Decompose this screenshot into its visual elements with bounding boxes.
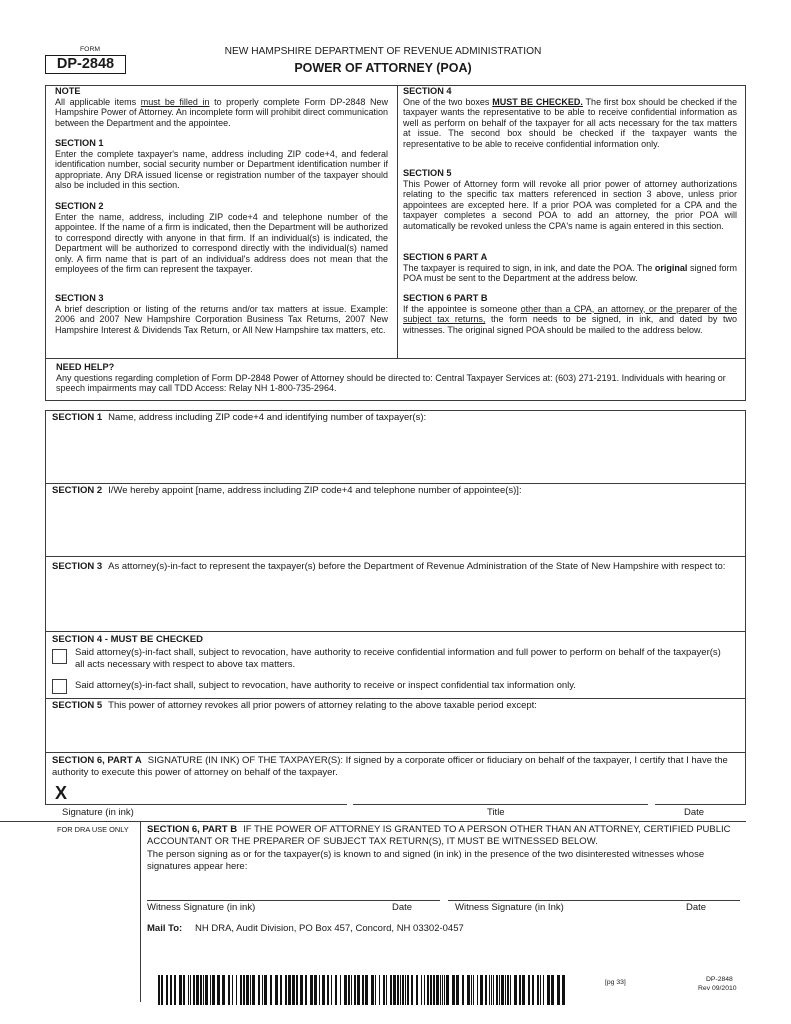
taxpayer-info-field[interactable] bbox=[47, 428, 744, 482]
dra-divider bbox=[0, 821, 746, 822]
instruction-text-part: One of the two boxes bbox=[403, 96, 493, 107]
form-section-3 bbox=[52, 561, 742, 573]
taxpayer-title-field[interactable] bbox=[353, 784, 648, 804]
instruction-section-5 bbox=[403, 168, 737, 231]
form-section-6a bbox=[52, 755, 742, 779]
instruction-section-1-text: Enter the complete taxpayer's name, address including ZIP code+4, and federal identification number, social security number or Department identification number if appropriate. Any DRA issued license or registration number of the taxpayer should also be included in this section. bbox=[55, 148, 388, 190]
instruction-section-3 bbox=[55, 293, 388, 335]
signature-label: Signature (in ink) bbox=[62, 807, 134, 818]
form-section-5-text: This power of attorney revokes all prior powers of attorney relating to the above taxable period except: bbox=[108, 700, 537, 711]
signature-line bbox=[45, 804, 347, 805]
signature-x-mark: X bbox=[55, 783, 68, 803]
instruction-section-5-text: This Power of Attorney form will revoke all prior power of attorney authorizations relating to the specific tax matters referenced in section 3 above, unless prior appointees are excepted here. If a prior POA was completed for a CPA and the taxpayer completes a second POA to add an attorney, the prior POA will automatically be revoked unless the CPA's name is again entered in this section. bbox=[403, 178, 737, 231]
form-section-1-text: Name, address including ZIP code+4 and identifying number of taxpayer(s): bbox=[108, 412, 427, 423]
instruction-emphasis: must be filled in bbox=[140, 96, 210, 107]
instruction-section-4-text bbox=[403, 97, 737, 150]
instruction-text-part: to properly complete Form DP-2848 New Hampshire Power of Attorney. An incomplete form will prohibit direct communication between the Department and the appointee. bbox=[55, 96, 388, 128]
tax-matters-field[interactable] bbox=[47, 587, 744, 630]
instruction-emphasis: original bbox=[654, 262, 688, 273]
instruction-section-4-heading: SECTION 4 bbox=[403, 86, 452, 96]
instruction-section-6a bbox=[403, 252, 737, 284]
row-divider bbox=[45, 631, 746, 632]
row-divider bbox=[45, 752, 746, 753]
excepted-appointees-field[interactable] bbox=[47, 716, 744, 751]
instructions-help-divider bbox=[45, 358, 746, 359]
form-section-6b-label: SECTION 6, PART B bbox=[147, 824, 238, 835]
taxpayer-signature-field[interactable] bbox=[70, 784, 347, 804]
witness-2-signature-field[interactable] bbox=[448, 880, 740, 900]
mail-to-label: Mail To: bbox=[147, 923, 183, 934]
form-section-6b-heading-text: IF THE POWER OF ATTORNEY IS GRANTED TO A PERSON OTHER THAN AN ATTORNEY, CERTIFIED PUBLIC ACCOUNTANT OR THE PREPARER OF SUBJECT TAX RETURN(S), IT MUST BE WITNESSED BELOW. bbox=[147, 824, 731, 847]
instruction-section-6b-heading: SECTION 6 PART B bbox=[403, 293, 488, 303]
form-section-5-label: SECTION 5 bbox=[52, 700, 103, 711]
full-authority-option-text: Said attorney(s)-in-fact shall, subject to revocation, have authority to receive confidential information and full power to perform on behalf of the taxpayer(s) all acts necessary with respect to above tax matters. bbox=[75, 647, 721, 670]
mailing-address: NH DRA, Audit Division, PO Box 457, Concord, NH 03302-0457 bbox=[195, 923, 464, 934]
form-section-2 bbox=[52, 485, 742, 497]
form-section-6b-heading bbox=[147, 824, 742, 848]
instruction-section-6b bbox=[403, 293, 737, 335]
appointee-info-field[interactable] bbox=[47, 501, 744, 555]
witness-1-date-label: Date bbox=[392, 902, 413, 913]
agency-name: NEW HAMPSHIRE DEPARTMENT OF REVENUE ADMINISTRATION bbox=[224, 46, 542, 57]
dra-use-only-label: FOR DRA USE ONLY bbox=[57, 825, 129, 834]
instruction-section-2-heading: SECTION 2 bbox=[55, 201, 104, 211]
instruction-section-2-text: Enter the name, address, including ZIP code+4 and telephone number of the appointee. If the name of a firm is indicated, then the Department will be authorized to correspond directly with anyone in that firm. If an individual(s) is indicated, the Department will be authorized to correspond directly with the individual(s) named only. A firm name that is part of an individual's address does not mean that the employees of the firm can represent the taxpayer. bbox=[55, 211, 388, 274]
full-authority-checkbox[interactable] bbox=[52, 649, 67, 664]
instructions-column-divider bbox=[397, 85, 398, 358]
title-label: Title bbox=[487, 807, 505, 818]
form-section-1-label: SECTION 1 bbox=[52, 412, 103, 423]
witness-1-signature-label: Witness Signature (in ink) bbox=[147, 902, 256, 913]
witness-statement: The person signing as or for the taxpayer(s) is known to and signed (in ink) in the presence of the two disinterested witnesses whose signatures appear here: bbox=[147, 849, 705, 872]
witness-1-signature-line bbox=[147, 900, 440, 901]
form-section-2-label: SECTION 2 bbox=[52, 485, 103, 496]
form-right-border bbox=[745, 410, 746, 805]
witness-2-signature-label: Witness Signature (in Ink) bbox=[455, 902, 564, 913]
row-divider bbox=[45, 556, 746, 557]
page-number: [pg 33] bbox=[605, 979, 626, 986]
instruction-note bbox=[55, 86, 388, 128]
instruction-section-3-heading: SECTION 3 bbox=[55, 293, 104, 303]
form-left-border bbox=[45, 410, 46, 805]
form-top-border bbox=[45, 410, 746, 411]
instruction-section-2 bbox=[55, 201, 388, 275]
confidential-info-only-checkbox[interactable] bbox=[52, 679, 67, 694]
dra-column-divider bbox=[140, 821, 141, 1002]
need-help-text: Any questions regarding completion of Form DP-2848 Power of Attorney should be directed to: Central Taxpayer Services at: (603) 271-2191. Individuals with hearing or speech impairments may call TDD Access: Relay NH 1-800-735-2964. bbox=[56, 372, 726, 393]
form-section-6a-label: SECTION 6, PART A bbox=[52, 755, 142, 766]
instruction-emphasis: MUST BE CHECKED. bbox=[492, 96, 583, 107]
need-help bbox=[56, 362, 739, 394]
form-section-1 bbox=[52, 412, 742, 424]
form-section-3-label: SECTION 3 bbox=[52, 561, 103, 572]
instruction-section-4 bbox=[403, 86, 737, 149]
confidential-info-only-option-text: Said attorney(s)-in-fact shall, subject to revocation, have authority to receive or inspect confidential tax information only. bbox=[75, 680, 576, 691]
page-title: POWER OF ATTORNEY (POA) bbox=[294, 61, 472, 75]
instruction-section-6a-heading: SECTION 6 PART A bbox=[403, 252, 488, 262]
form-section-6a-text: SIGNATURE (IN INK) OF THE TAXPAYER(S): If signed by a corporate officer or fiduciary on behalf of the taxpayer, I certify that I have the authority to execute this power of attorney on behalf of the taxpayer. bbox=[52, 755, 728, 778]
witness-2-signature-line bbox=[448, 900, 740, 901]
instruction-text-part: The taxpayer is required to sign, in ink, and date the POA. The bbox=[403, 262, 655, 273]
instruction-section-1-heading: SECTION 1 bbox=[55, 138, 104, 148]
instruction-note-text bbox=[55, 97, 388, 129]
footer-form-number: DP-2848 bbox=[706, 976, 733, 983]
form-label: FORM bbox=[80, 46, 101, 53]
form-section-4-label: SECTION 4 - MUST BE CHECKED bbox=[52, 634, 203, 645]
row-divider bbox=[45, 698, 746, 699]
instruction-text-part: signed form POA must be sent to the Department at the address below. bbox=[403, 262, 737, 283]
barcode bbox=[158, 975, 565, 1005]
need-help-heading: NEED HELP? bbox=[56, 362, 115, 372]
instruction-text-part: All applicable items bbox=[55, 96, 141, 107]
form-number-box: DP-2848 bbox=[45, 55, 126, 74]
witness-1-signature-field[interactable] bbox=[147, 880, 440, 900]
row-divider bbox=[45, 483, 746, 484]
instruction-note-heading: NOTE bbox=[55, 86, 81, 96]
witness-2-date-label: Date bbox=[686, 902, 707, 913]
form-section-3-text: As attorney(s)-in-fact to represent the taxpayer(s) before the Department of Revenue Administration of the State of New Hampshire with respect to: bbox=[108, 561, 726, 572]
form-section-2-text: I/We hereby appoint [name, address including ZIP code+4 and telephone number of appointee(s)]: bbox=[108, 485, 522, 496]
instruction-text-part: the form needs to be signed, in ink, and dated by two witnesses. The original signed POA should be mailed to the address below. bbox=[403, 314, 737, 335]
instruction-section-6b-text bbox=[403, 304, 737, 336]
instruction-section-6a-text bbox=[403, 263, 737, 284]
instruction-emphasis: other than a CPA, an attorney, or the preparer of the subject tax returns, bbox=[403, 303, 737, 324]
instruction-section-1 bbox=[55, 138, 388, 191]
instruction-section-3-text: A brief description or listing of the returns and/or tax matters at issue. Example: 2006 and 2007 New Hampshire Corporation Business Tax Returns, 2007 New Hampshire Interest & Dividends Tax Return, or All New Hampshire tax matters, etc. bbox=[55, 303, 388, 335]
title-line bbox=[353, 804, 648, 805]
instruction-text-part: The first box should be checked if the taxpayer wants the representative to be able to receive confidential information as well as perform on behalf of the taxpayer for all acts necessary for the tax matters at issue. The second box should be checked if the taxpayer wants the representative to be able to receive confidential information only. bbox=[403, 96, 737, 149]
date-line bbox=[655, 804, 745, 805]
taxpayer-date-field[interactable] bbox=[655, 784, 745, 804]
date-label: Date bbox=[684, 807, 705, 818]
instruction-section-5-heading: SECTION 5 bbox=[403, 168, 452, 178]
instruction-text-part: If the appointee is someone bbox=[403, 303, 521, 314]
footer-revision: Rev 09/2010 bbox=[698, 985, 737, 992]
form-section-5 bbox=[52, 700, 742, 712]
